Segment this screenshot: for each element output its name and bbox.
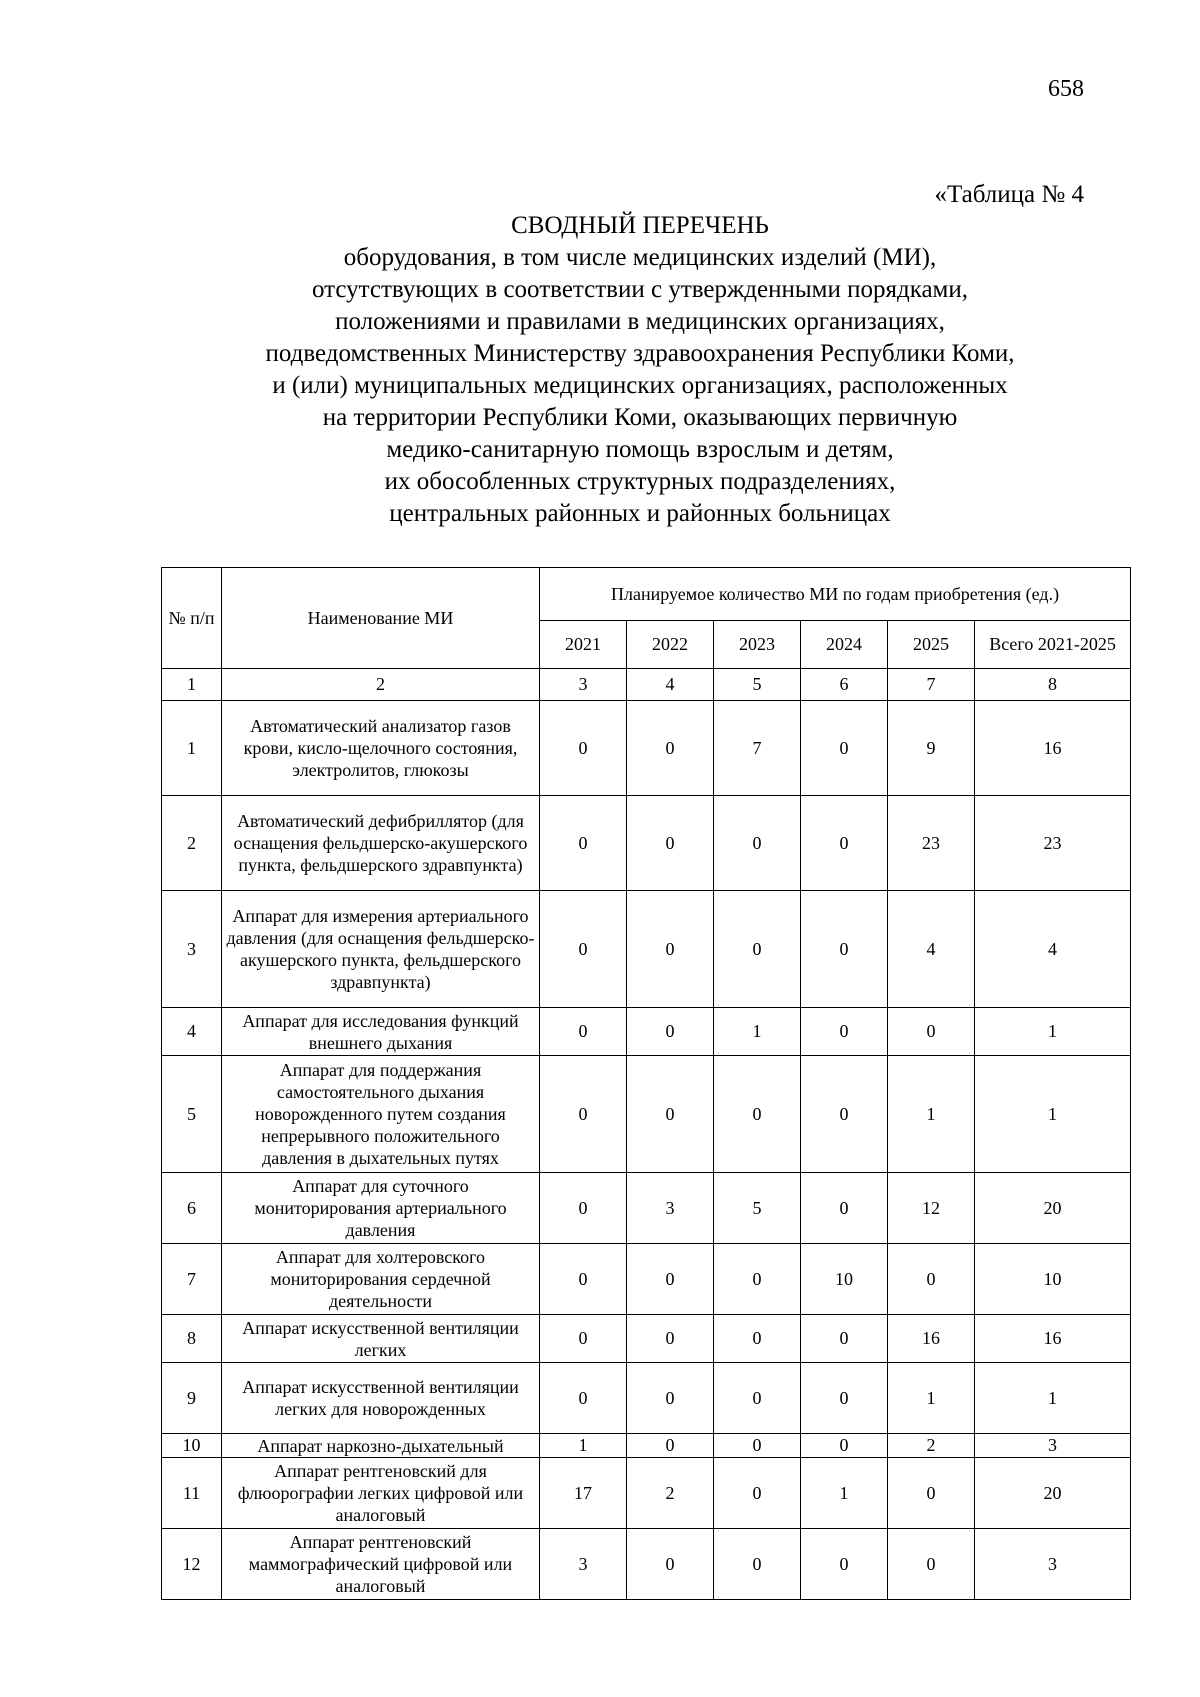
row-number: 11 bbox=[162, 1458, 222, 1529]
row-year-value: 0 bbox=[801, 796, 888, 891]
row-year-value: 0 bbox=[540, 1315, 627, 1363]
row-year-value: 0 bbox=[801, 1315, 888, 1363]
table-row bbox=[162, 1529, 1131, 1600]
row-year-value: 0 bbox=[627, 1363, 714, 1434]
row-year-value: 0 bbox=[714, 1315, 801, 1363]
row-year-value: 0 bbox=[540, 1008, 627, 1056]
row-year-value: 0 bbox=[714, 1244, 801, 1315]
table-row bbox=[162, 1315, 1131, 1363]
row-year-value: 10 bbox=[801, 1244, 888, 1315]
row-item-name: Аппарат наркозно-дыхательный bbox=[222, 1434, 540, 1458]
row-total-value: 10 bbox=[975, 1244, 1131, 1315]
row-year-value: 23 bbox=[888, 796, 975, 891]
row-year-value: 0 bbox=[627, 1434, 714, 1458]
row-year-value: 4 bbox=[888, 891, 975, 1008]
row-year-value: 17 bbox=[540, 1458, 627, 1529]
row-total-value: 3 bbox=[975, 1529, 1131, 1600]
row-year-value: 0 bbox=[801, 1056, 888, 1173]
row-item-name: Аппарат рентгеновский маммографический цифровой или аналоговый bbox=[222, 1529, 540, 1600]
row-total-value: 16 bbox=[975, 701, 1131, 796]
row-total-value: 23 bbox=[975, 796, 1131, 891]
row-total-value: 20 bbox=[975, 1173, 1131, 1244]
row-year-value: 0 bbox=[540, 701, 627, 796]
column-number: 3 bbox=[540, 669, 627, 701]
row-year-value: 1 bbox=[714, 1008, 801, 1056]
row-number: 6 bbox=[162, 1173, 222, 1244]
header-total: Всего 2021-2025 bbox=[975, 621, 1131, 669]
row-total-value: 16 bbox=[975, 1315, 1131, 1363]
row-total-value: 3 bbox=[975, 1434, 1131, 1458]
row-year-value: 1 bbox=[801, 1458, 888, 1529]
row-number: 12 bbox=[162, 1529, 222, 1600]
row-item-name: Аппарат для суточного мониторирования артериального давления bbox=[222, 1173, 540, 1244]
row-year-value: 2 bbox=[888, 1434, 975, 1458]
title-line: медико-санитарную помощь взрослым и детям, bbox=[386, 436, 894, 463]
table-row bbox=[162, 1056, 1131, 1173]
row-item-name: Аппарат искусственной вентиляции легких для новорожденных bbox=[222, 1363, 540, 1434]
header-planned: Планируемое количество МИ по годам приобретения (ед.) bbox=[540, 568, 1131, 621]
row-year-value: 0 bbox=[627, 1315, 714, 1363]
row-total-value: 1 bbox=[975, 1056, 1131, 1173]
header-year: 2023 bbox=[714, 621, 801, 669]
header-name: Наименование МИ bbox=[222, 568, 540, 669]
column-number: 4 bbox=[627, 669, 714, 701]
row-total-value: 1 bbox=[975, 1363, 1131, 1434]
title-line: положениями и правилами в медицинских организациях, bbox=[335, 308, 945, 335]
row-year-value: 0 bbox=[888, 1008, 975, 1056]
row-year-value: 0 bbox=[540, 1056, 627, 1173]
row-year-value: 1 bbox=[888, 1363, 975, 1434]
row-year-value: 0 bbox=[627, 891, 714, 1008]
table-row bbox=[162, 701, 1131, 796]
row-year-value: 9 bbox=[888, 701, 975, 796]
row-number: 5 bbox=[162, 1056, 222, 1173]
page-number: 658 bbox=[1048, 76, 1084, 102]
header-year: 2021 bbox=[540, 621, 627, 669]
row-number: 2 bbox=[162, 796, 222, 891]
row-year-value: 0 bbox=[714, 796, 801, 891]
row-year-value: 0 bbox=[627, 701, 714, 796]
row-total-value: 4 bbox=[975, 891, 1131, 1008]
title-line: оборудования, в том числе медицинских изделий (МИ), bbox=[343, 244, 937, 271]
row-item-name: Аппарат для исследования функций внешнего дыхания bbox=[222, 1008, 540, 1056]
row-year-value: 7 bbox=[714, 701, 801, 796]
row-year-value: 0 bbox=[714, 1434, 801, 1458]
row-year-value: 0 bbox=[540, 1363, 627, 1434]
row-year-value: 0 bbox=[801, 1529, 888, 1600]
column-number: 6 bbox=[801, 669, 888, 701]
table-label: «Таблица № 4 bbox=[934, 181, 1084, 208]
row-year-value: 1 bbox=[888, 1056, 975, 1173]
row-year-value: 0 bbox=[714, 1056, 801, 1173]
row-year-value: 3 bbox=[540, 1529, 627, 1600]
row-year-value: 0 bbox=[627, 1529, 714, 1600]
table-row bbox=[162, 1363, 1131, 1434]
row-total-value: 20 bbox=[975, 1458, 1131, 1529]
header-year: 2025 bbox=[888, 621, 975, 669]
row-year-value: 0 bbox=[714, 891, 801, 1008]
column-number: 8 bbox=[975, 669, 1131, 701]
equipment-table bbox=[161, 567, 1131, 1600]
row-year-value: 0 bbox=[714, 1529, 801, 1600]
table-row bbox=[162, 796, 1131, 891]
document-title bbox=[150, 210, 1130, 530]
row-year-value: 0 bbox=[540, 1173, 627, 1244]
row-item-name: Автоматический анализатор газов крови, кисло-щелочного состояния, электролитов, глюкозы bbox=[222, 701, 540, 796]
row-year-value: 0 bbox=[627, 1244, 714, 1315]
row-year-value: 0 bbox=[801, 1434, 888, 1458]
row-year-value: 0 bbox=[801, 1008, 888, 1056]
row-year-value: 0 bbox=[801, 1363, 888, 1434]
table-row bbox=[162, 1458, 1131, 1529]
row-year-value: 0 bbox=[540, 796, 627, 891]
row-item-name: Аппарат рентгеновский для флюорографии легких цифровой или аналоговый bbox=[222, 1458, 540, 1529]
row-year-value: 0 bbox=[888, 1529, 975, 1600]
row-year-value: 1 bbox=[540, 1434, 627, 1458]
row-year-value: 0 bbox=[540, 1244, 627, 1315]
row-number: 1 bbox=[162, 701, 222, 796]
row-year-value: 0 bbox=[888, 1244, 975, 1315]
title-line: на территории Республики Коми, оказывающих первичную bbox=[322, 404, 958, 431]
column-number: 7 bbox=[888, 669, 975, 701]
row-item-name: Аппарат для измерения артериального давления (для оснащения фельдшерско-акушерского пункта, фельдшерского здравпункта) bbox=[222, 891, 540, 1008]
row-number: 8 bbox=[162, 1315, 222, 1363]
column-number: 1 bbox=[162, 669, 222, 701]
row-year-value: 0 bbox=[801, 701, 888, 796]
table-row bbox=[162, 1173, 1131, 1244]
row-item-name: Аппарат для холтеровского мониторирования сердечной деятельности bbox=[222, 1244, 540, 1315]
row-year-value: 0 bbox=[888, 1458, 975, 1529]
row-year-value: 16 bbox=[888, 1315, 975, 1363]
row-year-value: 0 bbox=[627, 1008, 714, 1056]
row-year-value: 0 bbox=[801, 891, 888, 1008]
row-year-value: 0 bbox=[540, 891, 627, 1008]
row-year-value: 0 bbox=[714, 1363, 801, 1434]
row-year-value: 12 bbox=[888, 1173, 975, 1244]
row-total-value: 1 bbox=[975, 1008, 1131, 1056]
row-item-name: Автоматический дефибриллятор (для оснащения фельдшерско-акушерского пункта, фельдшерского здравпункта) bbox=[222, 796, 540, 891]
row-year-value: 2 bbox=[627, 1458, 714, 1529]
table-body bbox=[162, 701, 1131, 1600]
row-year-value: 0 bbox=[627, 796, 714, 891]
title-line: и (или) муниципальных медицинских организациях, расположенных bbox=[272, 372, 1008, 399]
table-row bbox=[162, 1434, 1131, 1458]
title-line: отсутствующих в соответствии с утвержденными порядками, bbox=[311, 276, 969, 303]
row-year-value: 0 bbox=[801, 1173, 888, 1244]
row-number: 4 bbox=[162, 1008, 222, 1056]
title-line: СВОДНЫЙ ПЕРЕЧЕНЬ bbox=[511, 212, 769, 239]
column-number-row bbox=[162, 669, 1131, 701]
title-line: центральных районных и районных больницах bbox=[389, 500, 891, 527]
row-year-value: 5 bbox=[714, 1173, 801, 1244]
row-number: 9 bbox=[162, 1363, 222, 1434]
row-number: 10 bbox=[162, 1434, 222, 1458]
table-row bbox=[162, 1244, 1131, 1315]
table-row bbox=[162, 891, 1131, 1008]
header-number: № п/п bbox=[162, 568, 222, 669]
header-year: 2024 bbox=[801, 621, 888, 669]
row-year-value: 3 bbox=[627, 1173, 714, 1244]
title-line: подведомственных Министерству здравоохранения Республики Коми, bbox=[265, 340, 1015, 367]
column-number: 5 bbox=[714, 669, 801, 701]
column-number: 2 bbox=[222, 669, 540, 701]
row-year-value: 0 bbox=[714, 1458, 801, 1529]
row-item-name: Аппарат искусственной вентиляции легких bbox=[222, 1315, 540, 1363]
row-item-name: Аппарат для поддержания самостоятельного дыхания новорожденного путем создания непрерывного положительного давления в дыхательных путях bbox=[222, 1056, 540, 1173]
row-year-value: 0 bbox=[627, 1056, 714, 1173]
row-number: 3 bbox=[162, 891, 222, 1008]
title-line: их обособленных структурных подразделениях, bbox=[384, 468, 896, 495]
row-number: 7 bbox=[162, 1244, 222, 1315]
header-year: 2022 bbox=[627, 621, 714, 669]
table-row bbox=[162, 1008, 1131, 1056]
